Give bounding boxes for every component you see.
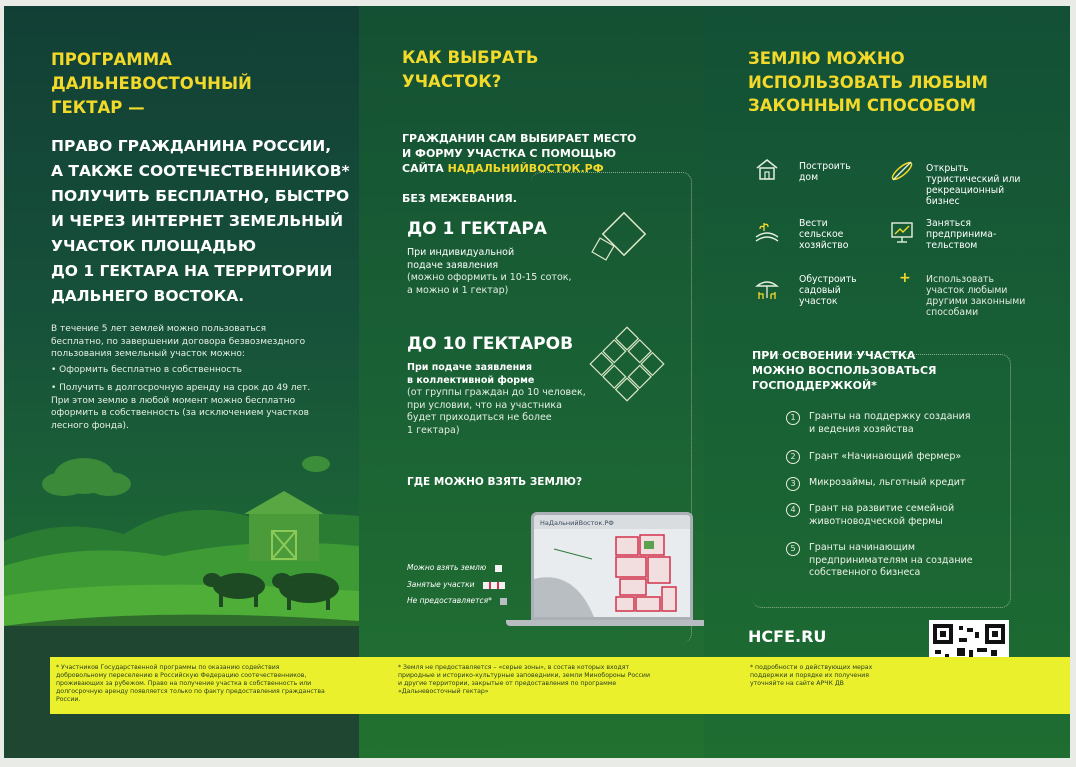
grant-3: Микрозаймы, льготный кредит xyxy=(809,477,966,488)
bullet-ownership: • Оформить бесплатно в собственность xyxy=(51,365,242,375)
legend-free-label: Можно взять землю xyxy=(407,563,487,572)
site-link[interactable]: НАДАЛЬНИЙВОСТОК.РФ xyxy=(447,162,604,175)
support-title: ПРИ ОСВОЕНИИ УЧАСТКА МОЖНО ВОСПОЛЬЗОВАТЬСЯ ГОСПОДДЕРЖКОЙ* xyxy=(752,349,937,392)
way-garden: Обустроить садовый участок xyxy=(799,274,857,307)
plus-icon: + xyxy=(899,270,911,286)
choose-plot-title: КАК ВЫБРАТЬ УЧАСТОК? xyxy=(402,48,539,91)
lead-text: ГРАЖДАНИН САМ ВЫБИРАЕТ МЕСТО И ФОРМУ УЧАСТКА С ПОМОЩЬЮ САЙТА xyxy=(402,132,637,175)
farm-icon xyxy=(754,219,780,245)
garden-icon xyxy=(754,276,780,302)
lead-text-end: БЕЗ МЕЖЕВАНИЯ. xyxy=(402,192,517,205)
grant-number-5: 5 xyxy=(786,542,800,556)
bullet-lease: • Получить в долгосрочную аренду на срок до 49 лет. При этом землю в любой момент можно бесплатно оформить в собственность (за исключением участков лесного фонда). xyxy=(51,383,311,431)
option-10ha-title: ДО 10 ГЕКТАРОВ xyxy=(407,334,574,354)
legend-taken xyxy=(407,580,505,589)
grant-1: Гранты на поддержку создания и ведения хозяйства xyxy=(809,411,971,435)
option-10ha-bold: При подаче заявления в коллективной форме xyxy=(407,362,535,386)
laptop-screen xyxy=(531,512,693,620)
hcfe-site[interactable]: HCFE.RU xyxy=(748,627,827,646)
way-other: Использовать участок любыми другими законными способами xyxy=(926,274,1026,318)
laptop-base xyxy=(506,620,718,626)
option-1ha-bold: При индивидуальной подаче заявления xyxy=(407,247,515,271)
option-1ha-text: (можно оформить и 10-15 соток, а можно и 1 гектар) xyxy=(407,272,572,296)
single-plot-icon xyxy=(587,211,667,271)
kayak-icon xyxy=(889,158,915,184)
grant-number-4: 4 xyxy=(786,503,800,517)
program-right-statement: ПРАВО ГРАЖДАНИНА РОССИИ, А ТАКЖЕ СООТЕЧЕСТВЕННИКОВ* ПОЛУЧИТЬ БЕСПЛАТНО, БЫСТРО И ЧЕРЕЗ ИНТЕРНЕТ ЗЕМЕЛЬНЫЙ УЧАСТОК ПЛОЩАДЬЮ ДО 1 ГЕКТАРА НА ТЕРРИТОРИИ ДАЛЬНЕГО ВОСТОКА. xyxy=(51,137,350,305)
brochure-sheet xyxy=(4,6,1070,758)
usage-title: ЗЕМЛЮ МОЖНО ИСПОЛЬЗОВАТЬ ЛЮБЫМ ЗАКОННЫМ СПОСОБОМ xyxy=(748,49,988,115)
way-agriculture: Вести сельское хозяйство xyxy=(799,218,849,251)
collective-plots-icon xyxy=(587,324,667,404)
footnote-band xyxy=(50,657,1070,714)
grant-number-3: 3 xyxy=(786,477,800,491)
grant-2: Грант «Начинающий фермер» xyxy=(809,451,962,462)
business-chart-icon xyxy=(889,219,915,245)
grant-5: Гранты начинающим предпринимателям на создание собственного бизнеса xyxy=(809,542,973,578)
house-icon xyxy=(754,156,780,182)
way-tourism-business: Открыть туристический или рекреационный бизнес xyxy=(926,163,1021,207)
right-panel xyxy=(704,6,1070,758)
program-title: ПРОГРАММА ДАЛЬНЕВОСТОЧНЫЙ ГЕКТАР — xyxy=(51,50,252,117)
legend-not-provided xyxy=(407,596,507,605)
footnote-support-details: * подробности о действующих мерах поддержки и порядке их получения уточняйте на сайте АРЧК ДВ xyxy=(750,664,873,687)
intro-text: В течение 5 лет землей можно пользоваться бесплатно, по завершении договора безвозмездного пользования земельный участок можно: xyxy=(51,324,306,359)
cloud-right xyxy=(302,456,330,472)
legend-free xyxy=(407,563,502,572)
footnote-compatriots: * Участников Государственной программы по оказанию содействия добровольному переселению в Российскую Федерацию соотечественников, проживающих за рубежом. Право на получение участка в собственность или долгосрочную аренду появляется только по факту предоставления гражданства России. xyxy=(56,664,325,703)
option-10ha-text: (от группы граждан до 10 человек, при условии, что на участника будет приходиться не более 1 гектара) xyxy=(407,387,586,436)
laptop-site-label: НаДальнийВосток.РФ xyxy=(540,519,614,527)
left-panel xyxy=(4,6,359,758)
footnote-grey-zones: * Земля не предоставляется – «серые зоны», в состав которых входят природные и историко-культурные заповедники, земли Минобороны России и другие территории, закрытые от предоставления по программе «Дальневосточный гектар» xyxy=(398,664,650,695)
way-build-house: Построить дом xyxy=(799,161,851,183)
map-screenshot xyxy=(534,529,690,617)
middle-panel xyxy=(359,6,704,758)
grant-4: Грант на развитие семейной животноводческой фермы xyxy=(809,503,955,527)
where-land-title: ГДЕ МОЖНО ВЗЯТЬ ЗЕМЛЮ? xyxy=(407,476,583,488)
legend-taken-label: Занятые участки xyxy=(407,580,475,589)
option-1ha-title: ДО 1 ГЕКТАРА xyxy=(407,219,547,239)
barn xyxy=(249,511,319,561)
way-entrepreneurship: Заняться предпринима- тельством xyxy=(926,218,997,251)
legend-not-provided-label: Не предоставляется* xyxy=(407,596,492,605)
grant-number-2: 2 xyxy=(786,450,800,464)
grant-number-1: 1 xyxy=(786,411,800,425)
